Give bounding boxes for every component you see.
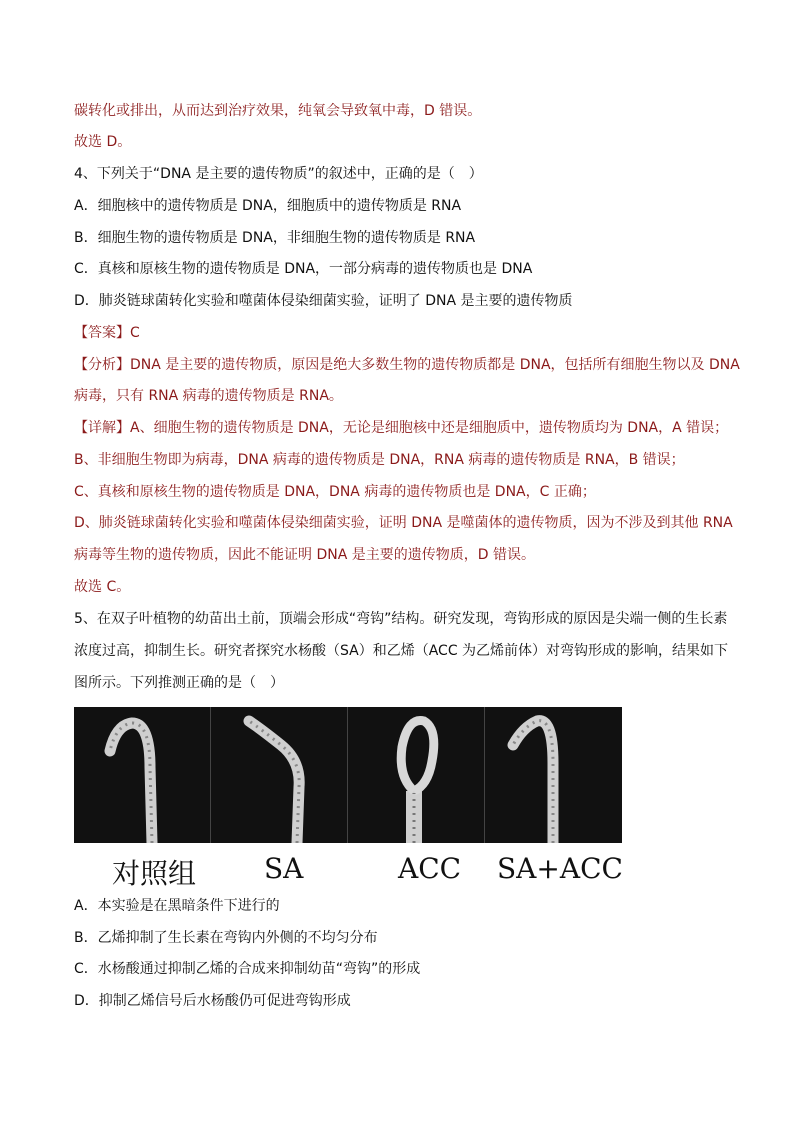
figure-label-control: 对照组 [112,857,197,890]
figure-label-sa-acc: SA+ACC [497,852,623,885]
q4-analysis-line: 病毒，只有 RNA 病毒的遗传物质是 RNA。 [74,388,343,404]
q5-option-d: D．抑制乙烯信号后水杨酸仍可促进弯钩形成 [74,993,351,1009]
q4-detail-line: B、非细胞生物即为病毒，DNA 病毒的遗传物质是 DNA，RNA 病毒的遗传物质是 RNA，B 错误； [74,452,685,468]
q5-stem-line: 5、在双子叶植物的幼苗出土前，顶端会形成“弯钩”结构。研究发现，弯钩形成的原因是尖端一侧的生长素 [74,611,728,627]
q4-option-c: C．真核和原核生物的遗传物质是 DNA，一部分病毒的遗传物质也是 DNA [74,261,533,277]
q5-option-a: A．本实验是在黑暗条件下进行的 [74,898,280,914]
seedling-photo-acc [348,707,485,843]
q4-detail-line: 【详解】A、细胞生物的遗传物质是 DNA，无论是细胞核中还是细胞质中，遗传物质均为 DNA，A 错误； [74,420,729,436]
q4-detail-line: D、肺炎链球菌转化实验和噬菌体侵染细菌实验，证明 DNA 是噬菌体的遗传物质，因为不涉及到其他 RNA [74,515,733,531]
q5-option-b: B．乙烯抑制了生长素在弯钩内外侧的不均匀分布 [74,930,378,946]
seedling-photo-control [74,707,211,843]
seedling-photo-sa-acc [485,707,622,843]
figure-label-acc: ACC [398,852,462,885]
q5-stem-line: 浓度过高，抑制生长。研究者探究水杨酸（SA）和乙烯（ACC 为乙烯前体）对弯钩形成的影响，结果如下 [74,643,729,659]
intro-line: 碳转化或排出，从而达到治疗效果，纯氧会导致氧中毒，D 错误。 [74,103,482,119]
q4-detail-line: 病毒等生物的遗传物质，因此不能证明 DNA 是主要的遗传物质，D 错误。 [74,547,535,563]
q4-option-b: B．细胞生物的遗传物质是 DNA，非细胞生物的遗传物质是 RNA [74,230,476,246]
intro-line: 故选 D。 [74,134,132,150]
q4-option-a: A．细胞核中的遗传物质是 DNA，细胞质中的遗传物质是 RNA [74,198,462,214]
q4-analysis-line: 【分析】DNA 是主要的遗传物质，原因是绝大多数生物的遗传物质都是 DNA，包括所有细胞生物以及 DNA [74,357,740,373]
q4-answer: 【答案】C [74,325,140,341]
figure-label-sa: SA [264,852,304,885]
q4-stem: 4、下列关于“DNA 是主要的遗传物质”的叙述中，正确的是（ ） [74,166,483,182]
q4-option-d: D．肺炎链球菌转化实验和噬菌体侵染细菌实验，证明了 DNA 是主要的遗传物质 [74,293,573,309]
q5-stem-line: 图所示。下列推测正确的是（ ） [74,675,284,691]
seedling-figure [74,707,622,843]
q4-detail-line: C、真核和原核生物的遗传物质是 DNA，DNA 病毒的遗传物质也是 DNA，C 正确； [74,484,596,500]
q5-option-c: C．水杨酸通过抑制乙烯的合成来抑制幼苗“弯钩”的形成 [74,961,421,977]
q4-conclusion: 故选 C。 [74,579,131,595]
seedling-photo-sa [211,707,348,843]
